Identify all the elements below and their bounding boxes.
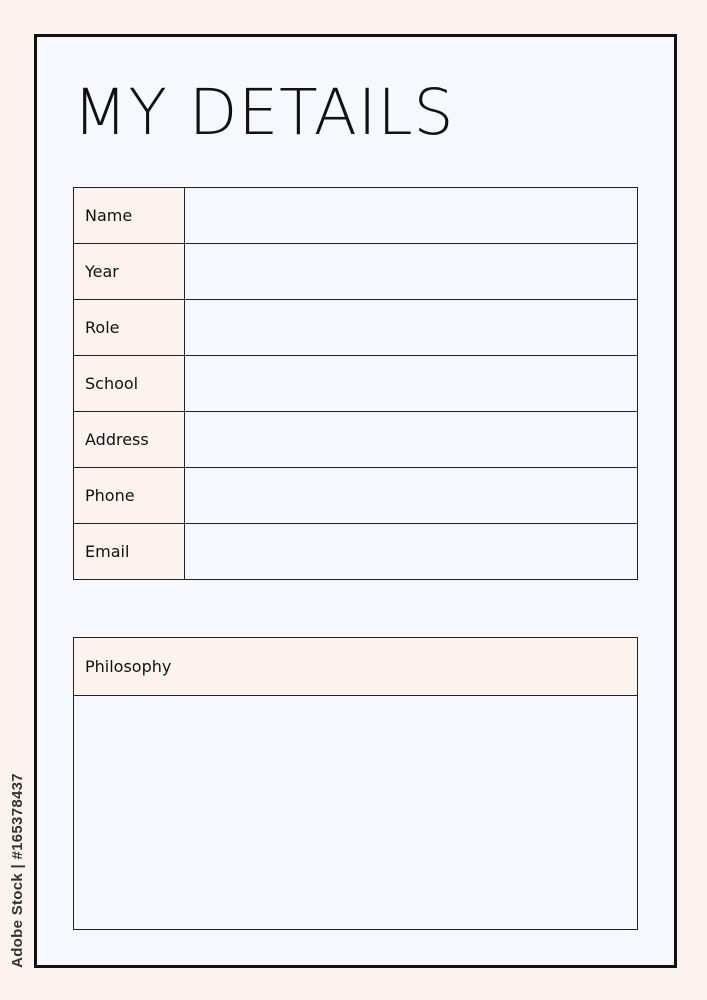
name-field[interactable] bbox=[185, 188, 638, 244]
table-row bbox=[74, 300, 638, 356]
email-field[interactable] bbox=[185, 524, 638, 580]
phone-label: Phone bbox=[74, 468, 185, 524]
address-label: Address bbox=[74, 412, 185, 468]
school-label: School bbox=[74, 356, 185, 412]
name-label: Name bbox=[74, 188, 185, 244]
table-row bbox=[74, 244, 638, 300]
role-label: Role bbox=[74, 300, 185, 356]
table-row bbox=[74, 524, 638, 580]
watermark-text: Adobe Stock | #165378437 bbox=[8, 772, 26, 968]
table-row bbox=[74, 188, 638, 244]
table-row bbox=[74, 412, 638, 468]
page-title: MY DETAILS bbox=[73, 76, 455, 149]
year-field[interactable] bbox=[185, 244, 638, 300]
phone-field[interactable] bbox=[185, 468, 638, 524]
year-label: Year bbox=[74, 244, 185, 300]
table-row bbox=[74, 468, 638, 524]
school-field[interactable] bbox=[185, 356, 638, 412]
planner-sheet bbox=[34, 34, 677, 968]
philosophy-label: Philosophy bbox=[74, 638, 637, 696]
email-label: Email bbox=[74, 524, 185, 580]
stock-watermark bbox=[6, 755, 28, 985]
address-field[interactable] bbox=[185, 412, 638, 468]
philosophy-field[interactable] bbox=[74, 696, 637, 929]
philosophy-box bbox=[73, 637, 638, 930]
details-table bbox=[73, 187, 638, 580]
role-field[interactable] bbox=[185, 300, 638, 356]
table-row bbox=[74, 356, 638, 412]
